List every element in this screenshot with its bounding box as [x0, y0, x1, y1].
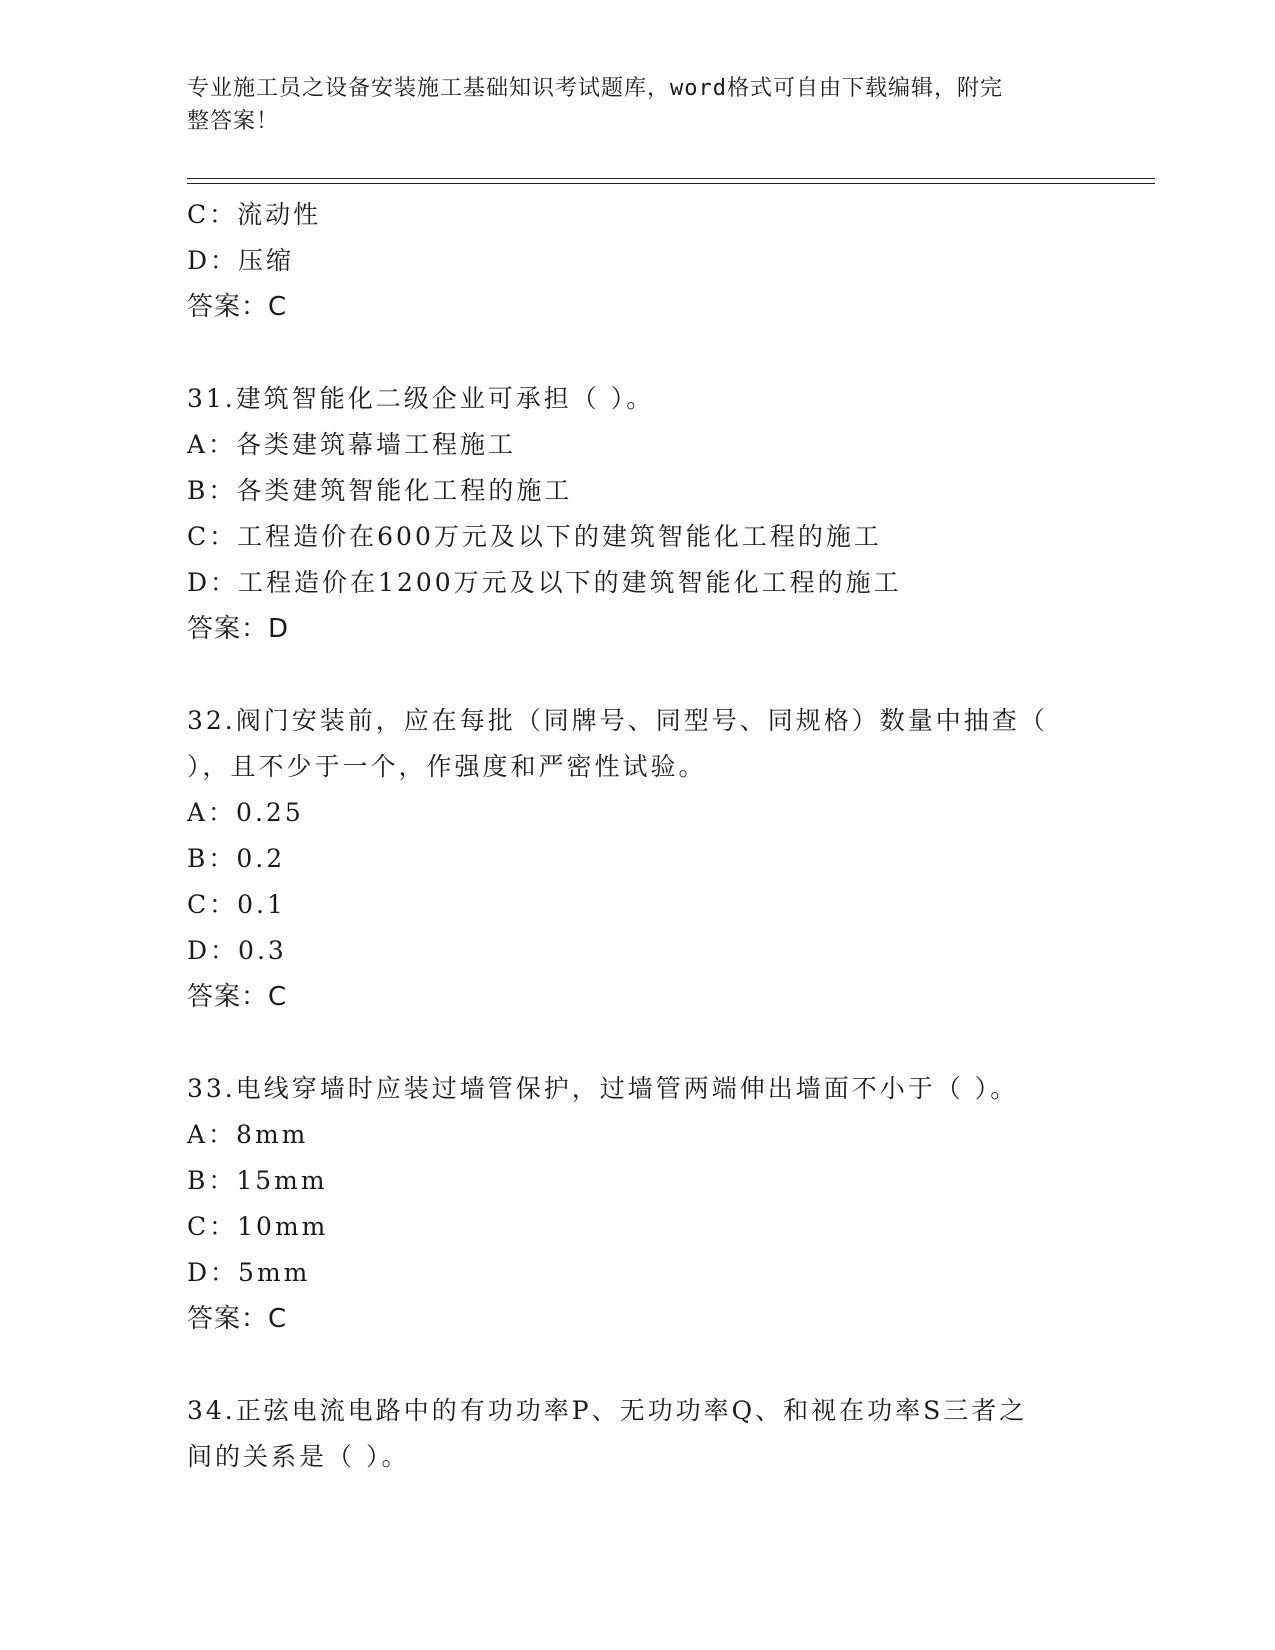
spacer: [187, 1342, 1087, 1388]
question-34: [187, 1388, 1087, 1480]
question-content: [187, 192, 1087, 1480]
answer-line: 答案：D: [187, 614, 290, 644]
option-b: B：0.2: [187, 844, 286, 873]
option-d: D：工程造价在1200万元及以下的建筑智能化工程的施工: [187, 568, 902, 597]
answer-line: 答案：C: [187, 1304, 288, 1334]
option-d: D：5mm: [187, 1258, 311, 1287]
header-title-line-2: 整答案！: [187, 109, 280, 134]
option-c: C：0.1: [187, 890, 286, 919]
header-divider-top: [187, 178, 1155, 179]
header-title-line-1: 专业施工员之设备安装施工基础知识考试题库，word格式可自由下载编辑，附完: [187, 76, 1003, 101]
question-32: [187, 698, 1087, 1020]
spacer: [187, 330, 1087, 376]
option-c: C：流动性: [187, 200, 322, 229]
option-b: B：各类建筑智能化工程的施工: [187, 476, 573, 505]
option-c: C：10mm: [187, 1212, 329, 1241]
question-stem-line-1: 32.阀门安装前，应在每批（同牌号、同型号、同规格）数量中抽查（: [187, 706, 1048, 735]
option-d: D：0.3: [187, 936, 287, 965]
question-stem-line-2: 间的关系是（ ）。: [187, 1442, 410, 1471]
option-d: D：压缩: [187, 246, 295, 275]
answer-line: 答案：C: [187, 982, 288, 1012]
question-stem: 33.电线穿墙时应装过墙管保护，过墙管两端伸出墙面不小于（ ）。: [187, 1074, 1019, 1103]
option-a: A：8mm: [187, 1120, 309, 1149]
option-c: C：工程造价在600万元及以下的建筑智能化工程的施工: [187, 522, 882, 551]
question-stem-line-2: ），且不少于一个，作强度和严密性试验。: [187, 752, 707, 781]
question-stem: 31.建筑智能化二级企业可承担（ ）。: [187, 384, 655, 413]
spacer: [187, 1020, 1087, 1066]
answer-line: 答案：C: [187, 292, 288, 322]
page-header: [187, 72, 1067, 138]
question-stem-line-1: 34.正弦电流电路中的有功功率P、无功功率Q、和视在功率S三者之: [187, 1396, 1028, 1425]
option-a: A：各类建筑幕墙工程施工: [187, 430, 517, 459]
option-a: A：0.25: [187, 798, 304, 827]
header-divider-bottom: [187, 183, 1155, 184]
question-33: [187, 1066, 1087, 1342]
question-31: [187, 376, 1087, 652]
spacer: [187, 652, 1087, 698]
question-30-continuation: [187, 192, 1087, 330]
option-b: B：15mm: [187, 1166, 328, 1195]
